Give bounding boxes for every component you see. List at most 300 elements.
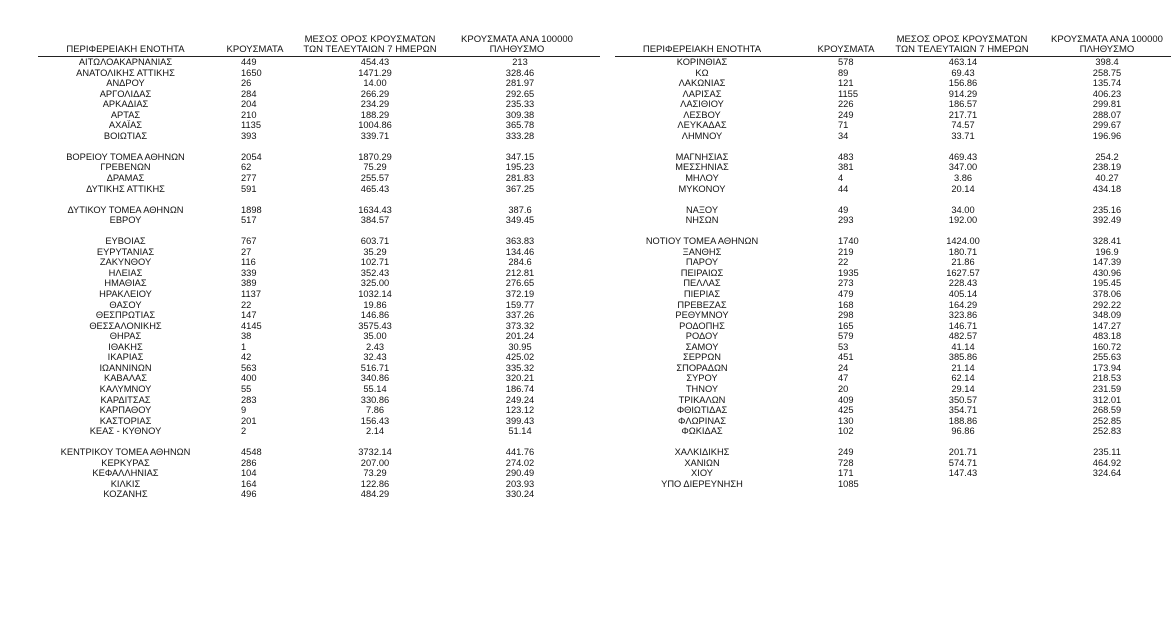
per100k-value: 288.07 [1092,109,1122,120]
per100k-value: 160.72 [1092,341,1122,352]
cases-value: 171 [838,468,854,479]
cases-value: 298 [838,310,854,321]
avg7-value: 3732.14 [358,447,392,458]
cases-value: 2 [241,426,247,437]
right-cases-column [838,57,898,489]
region-name: ΡΕΘΥΜΝΟΥ [675,310,729,321]
per100k-value: 201.24 [505,331,535,342]
avg7-value: 55.14 [363,383,387,394]
region-name: ΛΕΣΒΟΥ [683,109,721,120]
per100k-value: 434.18 [1092,183,1122,194]
region-name [43,226,208,237]
per100k-value: 159.77 [505,299,535,310]
region-name: ΚΑΣΤΟΡΙΑΣ [99,415,152,426]
region-name: ΔΥΤΙΚΗΣ ΑΤΤΙΚΗΣ [86,183,165,194]
region-name: ΠΙΕΡΙΑΣ [683,289,721,300]
cases-value: 1650 [241,67,262,78]
region-name: ΥΠΟ ΔΙΕΡΕΥΝΗΣΗ [661,478,743,489]
region-name: ΗΛΕΙΑΣ [108,267,143,278]
avg7-value: 2.43 [365,341,385,352]
per100k-value: 312.01 [1092,394,1122,405]
per100k-value: 290.49 [505,468,535,479]
cases-value: 479 [838,289,854,300]
avg7-value: 74.57 [951,120,975,131]
cases-value: 44 [838,183,849,194]
cases-value: 249 [838,109,854,120]
avg7-value: 35.29 [363,246,387,257]
per100k-value: 378.06 [1092,289,1122,300]
avg7-value: 603.71 [360,236,390,247]
region-name: ΖΑΚΥΝΘΟΥ [99,257,152,268]
per100k-value: 406.23 [1092,88,1122,99]
cases-value: 24 [838,362,849,373]
cases-value: 2054 [241,151,262,162]
left-region-column [43,57,208,500]
cases-value: 578 [838,57,854,67]
per100k-value: 387.6 [508,204,532,215]
cases-value: 38 [241,331,252,342]
region-name: ΜΕΣΣΗΝΙΑΣ [675,162,729,173]
region-name: ΛΑΚΩΝΙΑΣ [678,78,726,89]
per100k-value: 255.63 [1092,352,1122,363]
avg7-value: 3.86 [953,173,973,184]
region-name: ΘΗΡΑΣ [109,331,142,342]
region-name: ΑΡΚΑΔΙΑΣ [102,99,149,110]
region-name: ΕΥΒΟΙΑΣ [105,236,146,247]
avg7-value: 75.29 [363,162,387,173]
per100k-value: 213 [512,57,528,67]
avg7-value: 465.43 [360,183,390,194]
cases-value: 389 [241,278,257,289]
per100k-value: 196.96 [1092,130,1122,141]
avg7-value: 405.14 [948,289,978,300]
cases-value: 1085 [838,478,859,489]
cases-value: 425 [838,405,854,416]
per100k-value: 218.53 [1092,373,1122,384]
avg7-value: 147.43 [948,468,978,479]
region-name: ΜΑΓΝΗΣΙΑΣ [675,151,729,162]
avg7-value: 1032.14 [358,289,392,300]
per100k-value: 186.74 [505,383,535,394]
avg7-value: 1870.29 [358,151,392,162]
per100k-value: 252.85 [1092,415,1122,426]
per100k-value: 372.19 [505,289,535,300]
avg7-value: 1471.29 [358,67,392,78]
avg7-value: 7.86 [365,405,385,416]
cases-value: 1137 [241,289,261,300]
cases-value: 104 [241,468,257,479]
cases-value [838,226,898,237]
region-name: ΚΑΡΔΙΤΣΑΣ [100,394,151,405]
avg7-value: 96.86 [951,426,975,437]
per100k-value: 281.97 [505,78,535,89]
cases-value: 204 [241,99,257,110]
per100k-value: 425.02 [505,352,535,363]
per100k-column-header: ΚΡΟΥΣΜΑΤΑ ΑΝΑ 100000 ΠΛΗΘΥΣΜΟ [461,34,573,55]
per100k-value: 123.12 [505,405,535,416]
region-name: ΜΗΛΟΥ [685,173,719,184]
region-name: ΠΑΡΟΥ [685,257,719,268]
per100k-value: 249.24 [505,394,535,405]
cases-value: 71 [838,120,849,131]
per100k-value: 349.45 [505,215,535,226]
cases-value [241,437,301,448]
cases-value: 1155 [838,88,858,99]
avg7-value: 463.14 [948,57,978,67]
right-per100k-column [1048,57,1166,489]
per100k-value: 212.81 [505,267,535,278]
avg7-value [305,226,445,237]
avg7-value: 339.71 [360,130,390,141]
cases-value [241,226,301,237]
cases-value [241,141,301,152]
cases-value: 277 [241,173,257,184]
per100k-value [460,194,580,205]
per100k-value [460,437,580,448]
region-name: ΜΥΚΟΝΟΥ [678,183,726,194]
avg7-value [305,141,445,152]
per100k-value: 309.38 [505,109,535,120]
per100k-value: 441.76 [505,447,535,458]
cases-value: 147 [241,310,257,321]
per100k-value: 134.46 [505,246,535,257]
region-name: ΚΑΛΥΜΝΟΥ [99,383,152,394]
per100k-value [1048,194,1166,205]
avg7-value: 1424.00 [946,236,980,247]
cases-value: 22 [838,257,849,268]
region-name: ΡΟΔΟΥ [685,331,719,342]
region-name: ΚΟΡΙΝΘΙΑΣ [676,57,728,67]
region-name: ΝΟΤΙΟΥ ΤΟΜΕΑ ΑΘΗΝΩΝ [645,236,759,247]
region-name: ΛΕΥΚΑΔΑΣ [677,120,727,131]
avg7-value: 516.71 [360,362,390,373]
region-name: ΠΡΕΒΕΖΑΣ [677,299,727,310]
region-name: ΗΜΑΘΙΑΣ [104,278,147,289]
avg7-value: 340.86 [360,373,390,384]
avg7-value: 32.43 [363,352,387,363]
region-name: ΚΕΡΚΥΡΑΣ [101,457,150,468]
cases-value: 284 [241,88,257,99]
region-column-header: ΠΕΡΙΦΕΡΕΙΑΚΗ ΕΝΟΤΗΤΑ [66,44,185,55]
avg7-value: 228.43 [948,278,978,289]
region-name: ΣΠΟΡΑΔΩΝ [676,362,728,373]
per100k-value: 363.83 [505,236,535,247]
per100k-value: 195.23 [505,162,535,173]
region-name: ΔΥΤΙΚΟΥ ΤΟΜΕΑ ΑΘΗΝΩΝ [67,204,184,215]
avg7-value: 20.14 [951,183,975,194]
avg7-value: 164.29 [948,299,978,310]
cases-value: 1935 [838,267,859,278]
cases-value: 728 [838,457,854,468]
per100k-value: 292.22 [1092,299,1122,310]
region-name: ΚΕΦΑΛΛΗΝΙΑΣ [92,468,159,479]
cases-value: 400 [241,373,257,384]
region-name [627,437,777,448]
avg7-value: 482.57 [948,331,978,342]
cases-value: 89 [838,67,849,78]
right-avg7-column [899,57,1027,489]
avg7-value [305,437,445,448]
region-name: ΔΡΑΜΑΣ [106,173,145,184]
avg7-value: 69.43 [951,67,975,78]
cases-value: 22 [241,299,252,310]
per100k-value: 268.59 [1092,405,1122,416]
cases-value: 55 [241,383,252,394]
cases-value: 283 [241,394,257,405]
cases-value [838,437,898,448]
region-name: ΒΟΡΕΙΟΥ ΤΟΜΕΑ ΑΘΗΝΩΝ [66,151,185,162]
per100k-value: 320.21 [505,373,535,384]
region-name: ΕΒΡΟΥ [109,215,142,226]
cases-value: 219 [838,246,854,257]
cases-value: 517 [241,215,257,226]
avg7-value: 347.00 [948,162,978,173]
region-name: ΦΛΩΡΙΝΑΣ [677,415,727,426]
per100k-value: 299.67 [1092,120,1122,131]
per100k-value: 333.28 [505,130,535,141]
avg7-value [305,194,445,205]
per100k-value: 324.64 [1092,468,1122,479]
avg7-value: 574.71 [948,457,978,468]
per100k-column-header: ΚΡΟΥΣΜΑΤΑ ΑΝΑ 100000 ΠΛΗΘΥΣΜΟ [1051,34,1163,55]
cases-value: 286 [241,457,257,468]
region-name: ΙΚΑΡΙΑΣ [107,352,144,363]
region-name: ΞΑΝΘΗΣ [682,246,722,257]
region-name: ΠΕΙΡΑΙΩΣ [680,267,724,278]
region-name: ΚΕΝΤΡΙΚΟΥ ΤΟΜΕΑ ΑΘΗΝΩΝ [60,447,191,458]
per100k-value: 147.39 [1092,257,1122,268]
region-name: ΛΗΜΝΟΥ [681,130,723,141]
region-name: ΣΕΡΡΩΝ [682,352,721,363]
left-cases-column [241,57,301,500]
avg7-value [899,141,1027,152]
region-name: ΚΟΖΑΝΗΣ [103,489,148,500]
region-name: ΧΙΟΥ [691,468,713,479]
per100k-value: 252.83 [1092,426,1122,437]
per100k-value: 348.09 [1092,310,1122,321]
region-name: ΚΕΑΣ - ΚΥΘΝΟΥ [89,426,162,437]
avg7-value: 146.86 [360,310,390,321]
avg7-value: 354.71 [948,405,978,416]
avg7-value: 180.71 [948,246,978,257]
avg7-value: 35.00 [363,331,387,342]
avg7-value: 352.43 [360,267,390,278]
per100k-value: 335.32 [505,362,535,373]
per100k-value: 328.41 [1092,236,1122,247]
region-name: ΠΕΛΛΑΣ [683,278,721,289]
per100k-value: 398.4 [1095,57,1119,67]
per100k-value [1048,226,1166,237]
avg7-value: 188.29 [360,109,390,120]
per100k-value: 276.65 [505,278,535,289]
region-name: ΑΡΓΟΛΙΔΑΣ [99,88,152,99]
per100k-value: 347.15 [505,151,535,162]
avg7-value: 62.14 [951,373,975,384]
cases-value: 34 [838,130,849,141]
cases-value: 483 [838,151,854,162]
region-name: ΧΑΝΙΩΝ [684,457,720,468]
region-name: ΝΗΣΩΝ [685,215,719,226]
region-name: ΒΟΙΩΤΙΑΣ [103,130,148,141]
avg7-value: 156.43 [360,415,390,426]
region-name: ΑΝΔΡΟΥ [106,78,145,89]
avg7-value: 207.00 [360,457,390,468]
per100k-value: 399.43 [505,415,535,426]
cases-value: 381 [838,162,854,173]
avg7-value: 102.71 [360,257,390,268]
region-name: ΕΥΡΥΤΑΝΙΑΣ [96,246,155,257]
cases-value: 1740 [838,236,859,247]
per100k-value [1048,437,1166,448]
per100k-value: 328.46 [505,67,535,78]
per100k-value: 231.59 [1092,383,1122,394]
per100k-value: 281.83 [505,173,535,184]
right-region-column [627,57,777,489]
region-name: ΣΑΜΟΥ [685,341,719,352]
per100k-value: 254.2 [1095,151,1119,162]
per100k-value: 299.81 [1092,99,1122,110]
right-header-row [615,30,1171,57]
cases-value: 4 [838,173,844,184]
cases-value: 164 [241,478,257,489]
per100k-value: 135.74 [1092,78,1122,89]
avg7-value: 21.14 [951,362,975,373]
region-name: ΗΡΑΚΛΕΙΟΥ [99,289,152,300]
cases-value: 339 [241,267,257,278]
left-header-row [38,30,600,57]
per100k-value: 258.75 [1092,67,1122,78]
cases-value: 293 [838,215,854,226]
per100k-value: 483.18 [1092,331,1122,342]
avg7-value: 186.57 [948,99,978,110]
avg7-value: 385.86 [948,352,978,363]
avg7-value: 914.29 [948,88,978,99]
cases-value: 1898 [241,204,262,215]
cases-value: 4145 [241,320,262,331]
region-name: ΤΡΙΚΑΛΩΝ [678,394,726,405]
avg7-value: 29.14 [951,383,975,394]
per100k-value: 147.27 [1092,320,1122,331]
avg7-value: 266.29 [360,88,390,99]
cases-value: 9 [241,405,247,416]
per100k-value [1048,479,1166,490]
cases-value: 26 [241,78,252,89]
per100k-value: 274.02 [505,457,535,468]
per100k-value: 196.9 [1095,246,1119,257]
cases-value: 273 [838,278,854,289]
cases-value: 42 [241,352,252,363]
region-name: ΤΗΝΟΥ [685,383,719,394]
region-column-header: ΠΕΡΙΦΕΡΕΙΑΚΗ ΕΝΟΤΗΤΑ [642,44,762,55]
cases-value: 121 [838,78,854,89]
per100k-value: 30.95 [508,341,532,352]
region-name: ΛΑΡΙΣΑΣ [682,88,722,99]
per100k-value: 235.11 [1093,447,1121,458]
avg7-value: 1004.86 [358,120,392,131]
avg7-value: 1634.43 [358,204,392,215]
region-name: ΑΝΑΤΟΛΙΚΗΣ ΑΤΤΙΚΗΣ [76,67,175,78]
avg7-value: 122.86 [360,478,390,489]
region-name: ΛΑΣΙΘΙΟΥ [680,99,724,110]
per100k-value: 51.14 [508,426,532,437]
region-name: ΣΥΡΟΥ [686,373,718,384]
per100k-value: 464.92 [1092,457,1122,468]
cases-value: 1 [241,341,247,352]
cases-column-header: ΚΡΟΥΣΜΑΤΑ [817,44,875,55]
avg7-column-header: ΜΕΣΟΣ ΟΡΟΣ ΚΡΟΥΣΜΑΤΩΝ ΤΩΝ ΤΕΛΕΥΤΑΙΩΝ 7 ΗΜΕΡΩΝ [895,34,1029,55]
cases-value: 563 [241,362,257,373]
avg7-value [899,479,1027,490]
cases-value: 591 [241,183,257,194]
cases-value: 53 [838,341,849,352]
avg7-value: 14.00 [363,78,387,89]
avg7-value: 325.00 [360,278,390,289]
cases-value: 226 [838,99,854,110]
cases-value: 20 [838,383,849,394]
cases-value: 1135 [241,120,261,131]
avg7-value: 156.86 [948,78,978,89]
cases-value: 62 [241,162,252,173]
cases-value: 47 [838,373,849,384]
cases-value: 102 [838,426,854,437]
cases-value: 767 [241,236,257,247]
avg7-column-header: ΜΕΣΟΣ ΟΡΟΣ ΚΡΟΥΣΜΑΤΩΝ ΤΩΝ ΤΕΛΕΥΤΑΙΩΝ 7 ΗΜΕΡΩΝ [303,34,437,55]
cases-value: 249 [838,447,854,458]
avg7-value: 484.29 [360,489,390,500]
cases-value: 409 [838,394,854,405]
avg7-value: 19.86 [363,299,387,310]
region-name: ΦΘΙΩΤΙΔΑΣ [676,405,728,416]
avg7-value: 2.14 [365,426,385,437]
cases-value: 393 [241,130,257,141]
region-name: ΚΩ [695,67,709,78]
cases-value: 210 [241,109,257,120]
per100k-value: 235.16 [1092,204,1122,215]
region-name: ΚΙΛΚΙΣ [110,478,141,489]
region-name [627,194,777,205]
per100k-value: 195.45 [1092,278,1122,289]
avg7-value: 3575.43 [358,320,392,331]
per100k-value: 235.33 [505,99,535,110]
avg7-value: 330.86 [360,394,390,405]
per100k-value [1048,141,1166,152]
cases-value: 579 [838,331,854,342]
avg7-value [899,194,1027,205]
region-name: ΡΟΔΟΠΗΣ [679,320,725,331]
cases-value: 451 [838,352,854,363]
cases-value: 201 [241,415,257,426]
region-name: ΑΧΑΪΑΣ [108,120,143,131]
per100k-value: 365.78 [505,120,535,131]
per100k-value: 40.27 [1095,173,1119,184]
avg7-value: 1627.57 [946,267,980,278]
avg7-value: 146.71 [948,320,978,331]
region-name: ΝΑΞΟΥ [685,204,719,215]
avg7-value: 201.71 [948,447,978,458]
cases-column-header: ΚΡΟΥΣΜΑΤΑ [226,44,284,55]
per100k-value: 430.96 [1092,267,1122,278]
avg7-value: 323.86 [948,310,978,321]
avg7-value: 192.00 [948,215,978,226]
region-name: ΙΘΑΚΗΣ [108,341,143,352]
per100k-value: 392.49 [1092,215,1122,226]
region-name: ΙΩΑΝΝΙΝΩΝ [99,362,152,373]
avg7-value: 41.14 [951,341,975,352]
cases-value: 49 [838,204,849,215]
avg7-value: 217.71 [948,109,978,120]
region-name: ΚΑΒΑΛΑΣ [104,373,147,384]
cases-value [838,194,898,205]
